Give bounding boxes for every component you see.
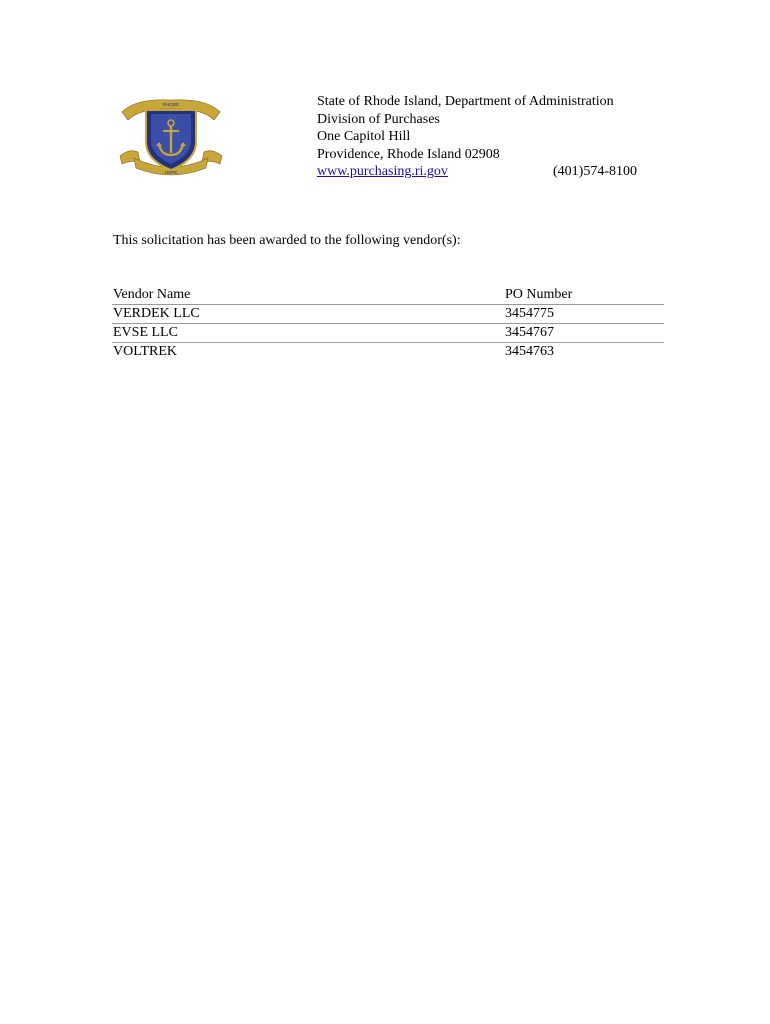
award-intro-text: This solicitation has been awarded to the following vendor(s): — [113, 233, 461, 248]
column-header-vendor-name: Vendor Name — [113, 287, 191, 302]
po-number-cell: 3454763 — [505, 344, 554, 359]
address-line-street: One Capitol Hill — [317, 129, 411, 145]
address-line-city: Providence, Rhode Island 02908 — [317, 146, 500, 162]
column-header-po-number: PO Number — [505, 287, 573, 302]
vendor-name-cell: EVSE LLC — [113, 325, 178, 340]
po-number-cell: 3454767 — [505, 325, 554, 340]
table-row — [112, 324, 664, 343]
award-table — [112, 286, 664, 361]
agency-address-block — [317, 93, 657, 181]
table-row — [112, 305, 664, 324]
table-header-row — [112, 286, 664, 305]
address-line-department: State of Rhode Island, Department of Administration — [317, 94, 614, 109]
po-number-cell: 3454775 — [505, 306, 554, 321]
rhode-island-seal-logo — [116, 90, 226, 180]
table-row — [112, 343, 664, 361]
contact-row — [317, 163, 657, 181]
vendor-name-cell: VOLTREK — [113, 344, 178, 359]
website-link[interactable]: www.purchasing.ri.gov — [317, 164, 448, 180]
vendor-name-cell: VERDEK LLC — [113, 306, 200, 321]
phone-number: (401)574-8100 — [553, 164, 637, 180]
svg-text:HOPE: HOPE — [164, 170, 178, 175]
address-line-division: Division of Purchases — [317, 111, 440, 127]
svg-text:RHODE: RHODE — [162, 102, 180, 107]
